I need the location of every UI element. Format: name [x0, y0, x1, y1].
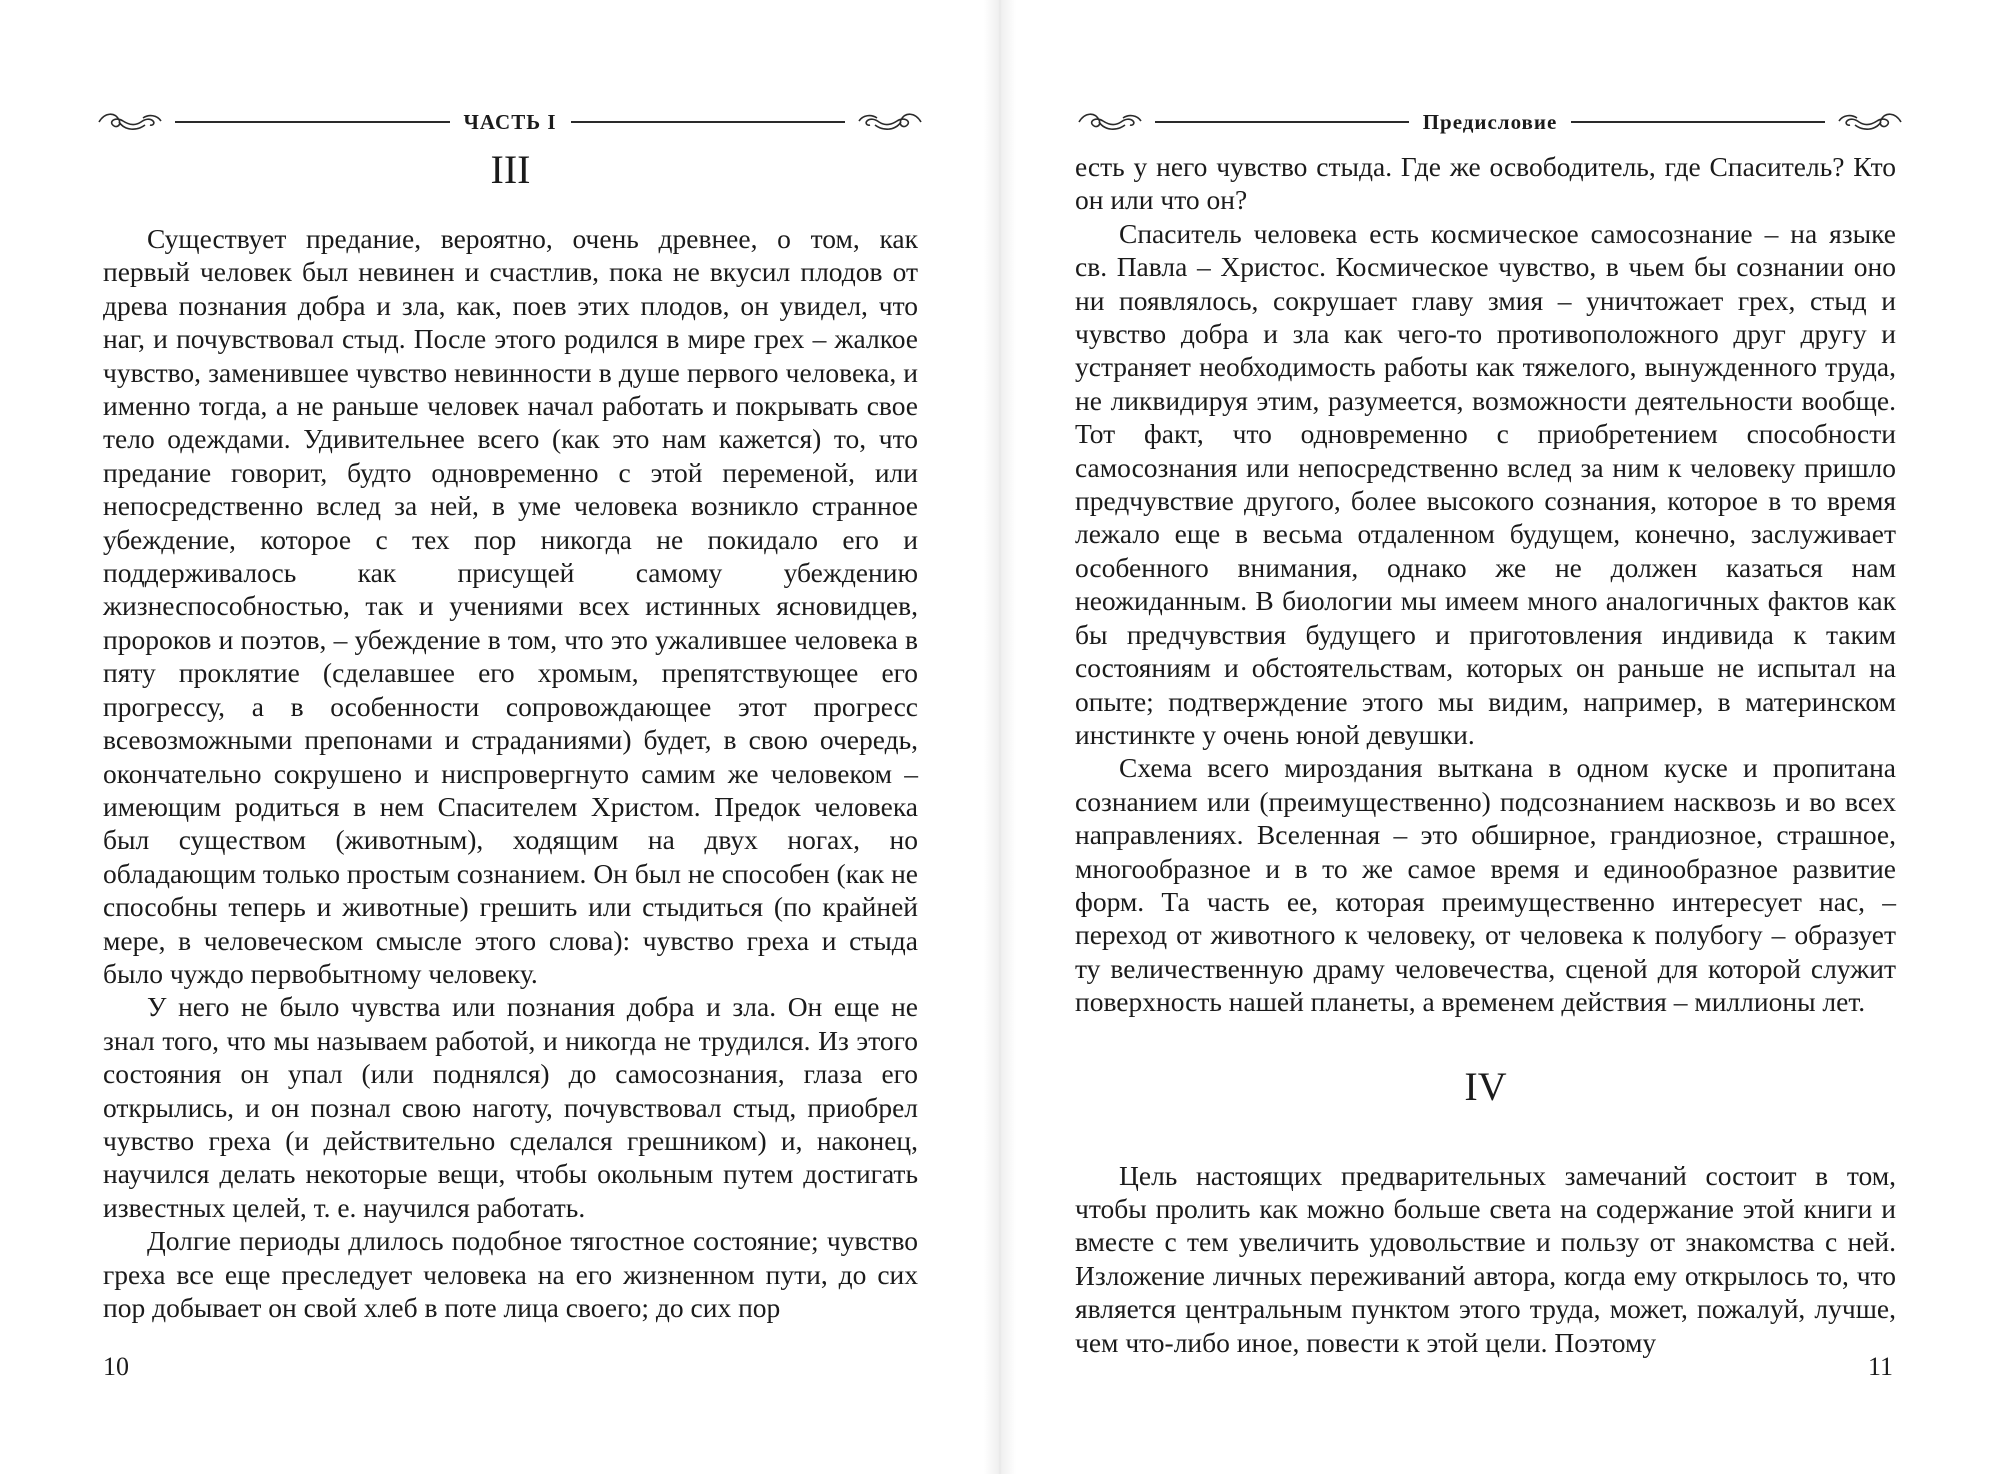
page-number: 10 — [103, 1352, 129, 1381]
header-rule-right — [571, 121, 846, 123]
header-rule-left — [175, 121, 450, 123]
paragraph: Долгие периоды длилось подобное тягостное состояние; чувство греха все еще преследует человека на его жизненном пути, до сих пор добывает он свой хлеб в поте лица своего; до сих пор — [103, 1225, 918, 1323]
right-flourish-ornament-icon — [855, 109, 925, 135]
header-rule-left — [1155, 121, 1409, 123]
paragraph: Цель настоящих предварительных замечаний состоит в том, чтобы пролить как можно больше света на содержание этой книги и вместе с тем увеличить удовольствие и пользу от знакомства с ней. Изложение личных переживаний автора, когда ему открылось то, что является центральным пунктом этого труда, может, пожалуй, лучше, чем что-либо иное, повести к этой цели. Поэтому — [1075, 1159, 1896, 1358]
right-running-header — [1075, 104, 1905, 140]
paragraph: Спаситель человека есть космическое самосознание – на языке св. Павла – Христос. Космическое чувство, в чьем бы сознании оно ни появлялось, сокрушает главу змия – уничтожает грех, стыд и чувство добра и зла как чего-то противоположного друг другу и устраняет необходимость работы как тяжелого, вынужденного труда, не ликвидируя этим, разумеется, возможности деятельности вообще. Тот факт, что одновременно с приобретением способности самосознания или непосредственно вслед за ним к человеку пришло предчувствие другого, более высокого сознания, которое в то время лежало еще в весьма отдаленном будущем, конечно, заслуживает особенного внимания, однако же не должен казаться нам неожиданным. В биологии мы имеем много аналогичных фактов как бы предчувствия будущего и приготовления индивида к таким состояниям и обстоятельствам, которых он раньше не испытал на опыте; подтверждение этого мы видим, например, в материнском инстинкте у очень юной девушки. — [1075, 217, 1896, 750]
running-title: ЧАСТЬ I — [463, 109, 557, 134]
section-heading: III — [490, 147, 531, 192]
paragraph: Схема всего мироздания выткана в одном куске и пропитана сознанием или (преимущественно) подсознанием насквозь и во всех направлениях. Вселенная – это обширное, грандиозное, страшное, многообразное и в то же самое время и единообразное развитие форм. Та часть ее, которая преимущественно интересует нас, – переход от животного к человеку, от человека к полубогу – образует ту величественную драму человечества, сценой для которой служит поверхность нашей планеты, а временем действия – миллионы лет. — [1075, 752, 1896, 1018]
page-number: 11 — [1868, 1352, 1894, 1381]
left-running-header — [95, 104, 925, 140]
right-page — [1000, 0, 2000, 1474]
paragraph: У него не было чувства или познания добра и зла. Он еще не знал того, что мы называем работой, и никогда не трудился. Из этого состояния он упал (или поднялся) до самосознания, глаза его открылись, и он познал свою наготу, почувствовал стыд, приобрел чувство греха (и действительно сделался грешником) и, наконец, научился делать некоторые вещи, чтобы окольным путем достигать известных целей, т. е. научился работать. — [103, 991, 918, 1223]
left-flourish-ornament-icon — [1075, 109, 1145, 135]
header-rule-right — [1571, 121, 1825, 123]
left-flourish-ornament-icon — [95, 109, 165, 135]
body-text — [1075, 150, 1896, 1359]
paragraph: Существует предание, вероятно, очень древнее, о том, как первый человек был невинен и счастлив, пока не вкусил плодов от древа познания добра и зла, как, поев этих плодов, он увидел, что наг, и почувствовал стыд. После этого родился в мире грех – жалкое чувство, заменившее чувство невинности в душе первого человека, и именно тогда, а не раньше человек начал работать и покрывать свое тело одеждами. Удивительнее всего (как это нам кажется) то, что предание говорит, будто одновременно с этой переменой, или непосредственно вслед за ней, в уме человека возникло странное убеждение, которое с тех пор никогда не покидало его и поддерживалось как присущей самому убеждению жизнеспособностью, так и учениями всех истинных ясновидцев, пророков и поэтов, – убеждение в том, что это ужалившее человека в пяту проклятие (сделавшее его хромым, препятствующее его прогрессу, а в особенности сопровождающее этот прогресс всевозможными препонами и страданиями) будет, в свою очередь, окончательно сокрушено и ниспровергнуто самим же человеком – имеющим родиться в нем Спасителем Христом. Предок человека был существом (животным), ходящим на двух ногах, но обладающим только простым сознанием. Он был не способен (как не способны теперь и животные) грешить или стыдиться (по крайней мере, в человеческом смысле этого слова): чувство греха и стыда было чуждо первобытному человеку. — [103, 223, 918, 989]
running-title: Предисловие — [1422, 109, 1558, 134]
paragraph: есть у него чувство стыда. Где же освободитель, где Спаситель? Кто он или что он? — [1075, 151, 1896, 216]
right-flourish-ornament-icon — [1835, 109, 1905, 135]
section-heading: IV — [1464, 1063, 1507, 1109]
body-text — [103, 222, 918, 1324]
